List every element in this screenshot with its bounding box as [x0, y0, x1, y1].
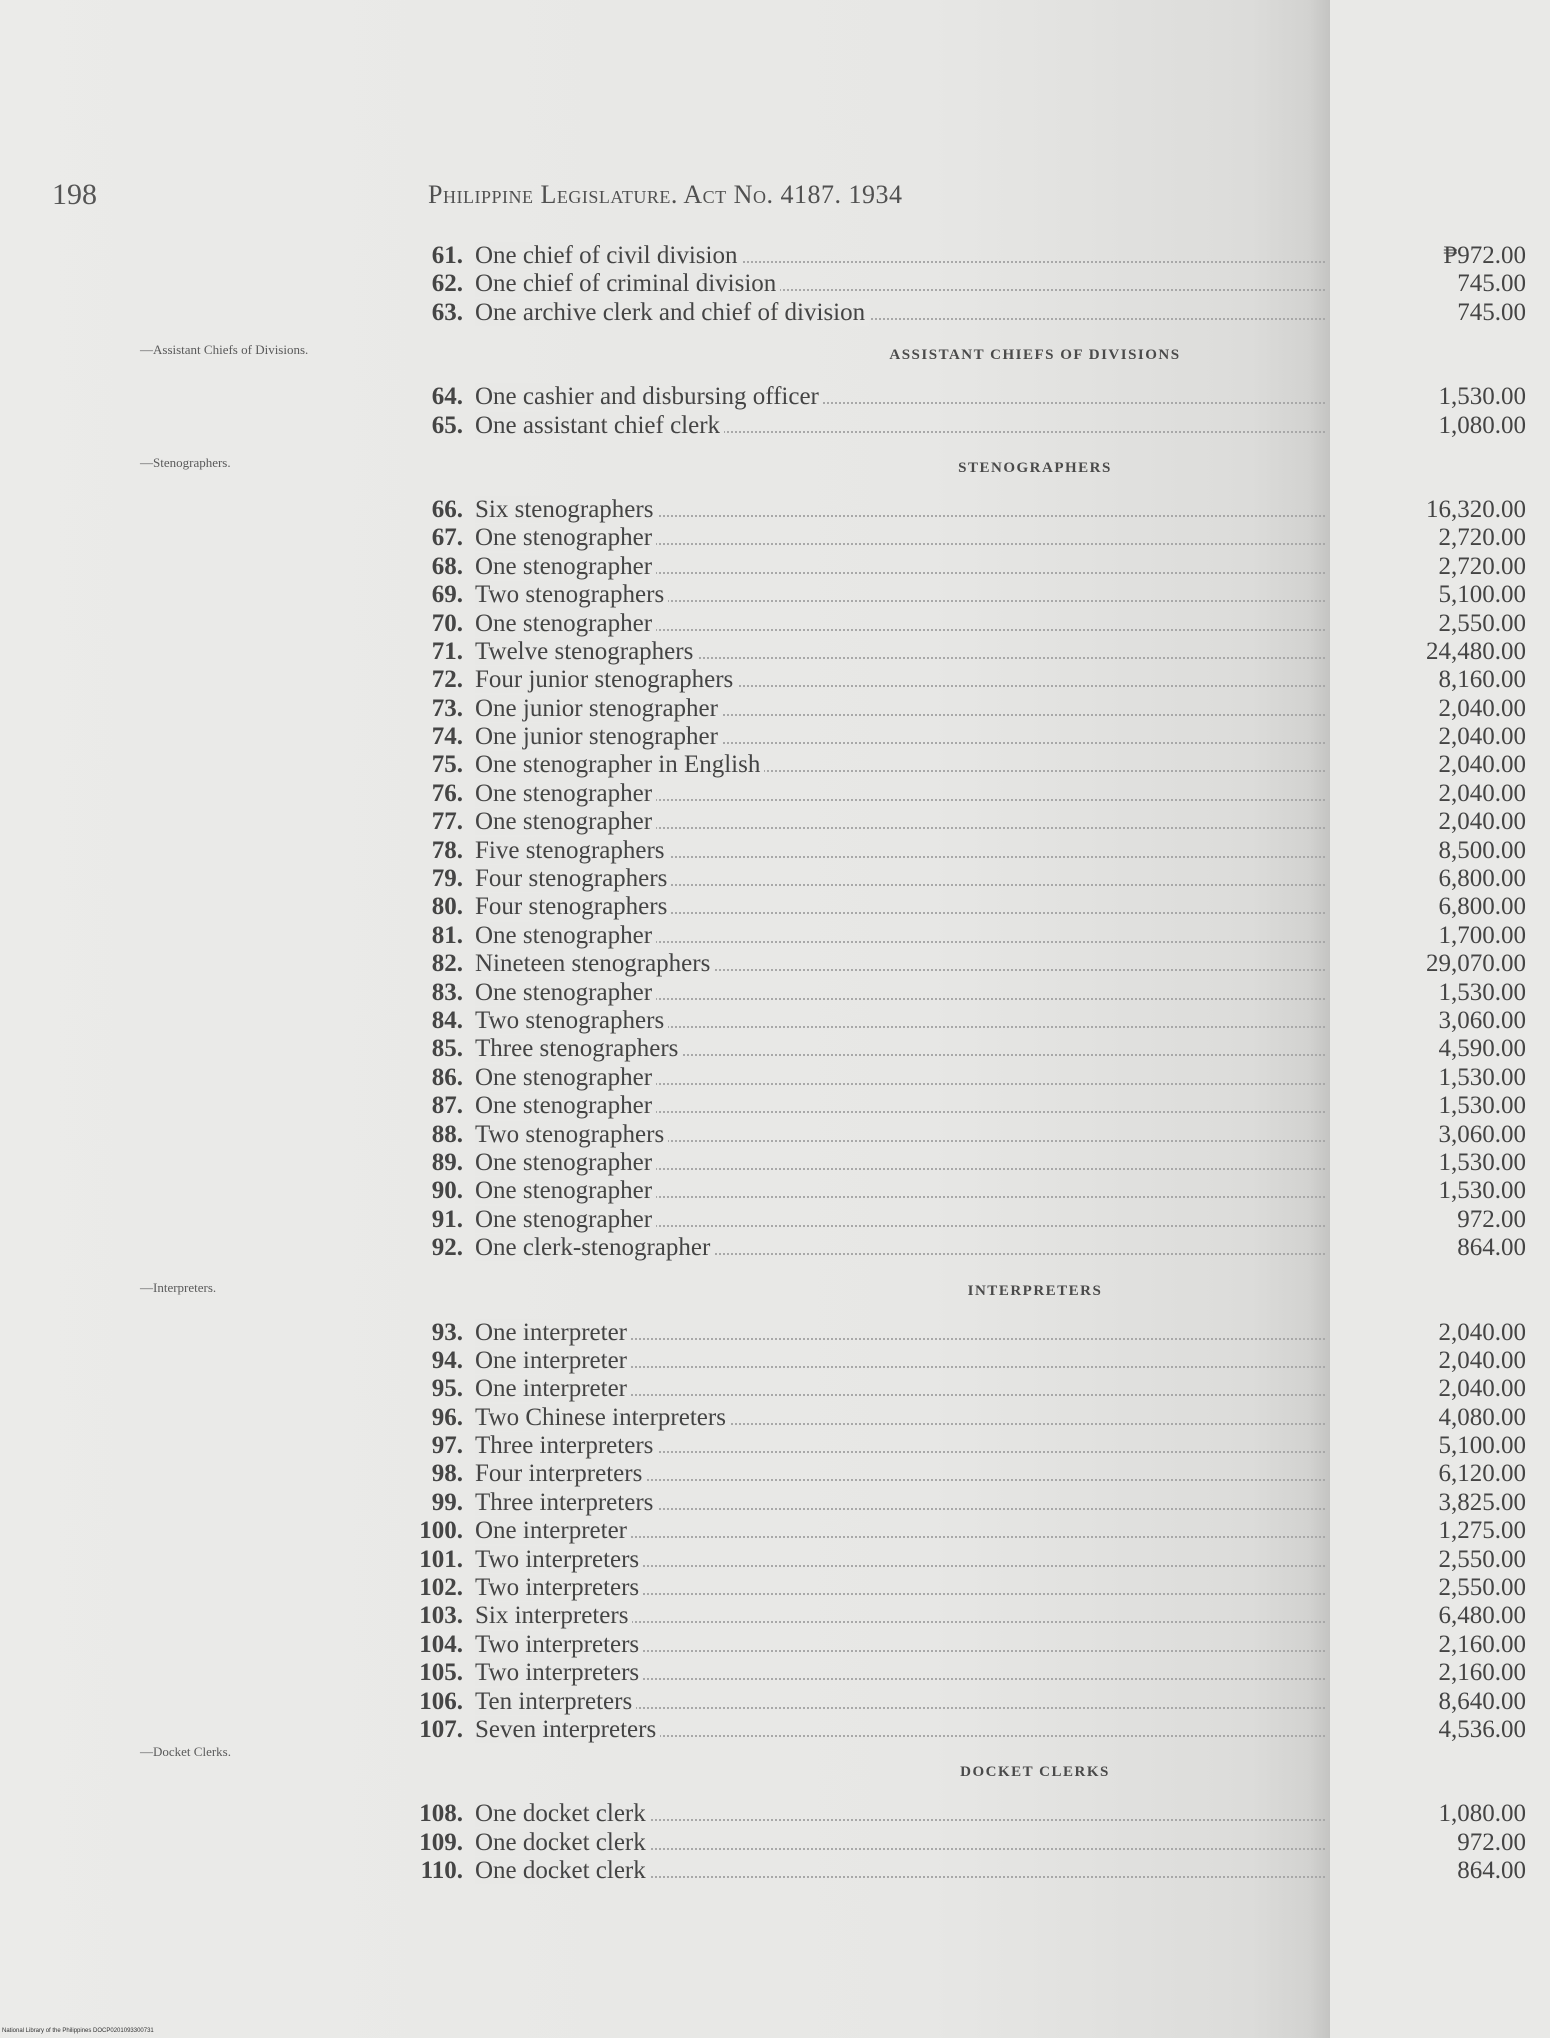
entry-amount: 6,800.00: [1438, 865, 1526, 893]
entry-number: 75.: [431, 751, 463, 779]
entry-amount: 972.00: [1457, 1205, 1526, 1233]
entry-number: 110.: [420, 1857, 463, 1885]
entry-amount: 2,160.00: [1438, 1659, 1526, 1687]
entry-number: 70.: [431, 609, 463, 637]
entry-description-wrap: [475, 299, 1325, 327]
entry-description-wrap: [475, 610, 1325, 638]
entry-description-wrap: [475, 979, 1325, 1007]
entry-description: Two interpreters: [475, 1659, 643, 1686]
entry-number: 95.: [431, 1375, 463, 1403]
entry-number: 97.: [431, 1432, 463, 1460]
entry-number: 65.: [431, 411, 463, 439]
margin-note-interpreters: —Interpreters.: [140, 1280, 217, 1295]
entry-description: Two stenographers: [475, 1007, 668, 1034]
entry-amount: 2,040.00: [1438, 808, 1526, 836]
entry-description-wrap: [475, 1574, 1325, 1602]
entry-description-wrap: [475, 1688, 1325, 1716]
entry-description: One docket clerk: [475, 1857, 650, 1884]
entry-description: One stenographer: [475, 808, 656, 835]
entry-row: [380, 1403, 1526, 1432]
section-heading: STENOGRAPHERS: [958, 459, 1112, 476]
entry-amount: 6,480.00: [1438, 1602, 1526, 1630]
entry-number: 98.: [431, 1460, 463, 1488]
entry-description: Two Chinese interpreters: [475, 1404, 730, 1431]
entry-number: 105.: [419, 1659, 463, 1687]
entry-description: One docket clerk: [475, 1829, 650, 1856]
entry-description: Three stenographers: [475, 1035, 682, 1062]
entry-amount: 1,275.00: [1438, 1517, 1526, 1545]
entry-row: [380, 1318, 1526, 1347]
entry-amount: 2,720.00: [1438, 524, 1526, 552]
entry-row: [380, 1517, 1526, 1545]
entry-amount: 8,500.00: [1438, 836, 1526, 864]
entry-description-wrap: [475, 581, 1325, 609]
entry-description-wrap: [475, 553, 1325, 581]
entry-amount: 29,070.00: [1426, 950, 1526, 978]
group-stenographers: [380, 440, 1526, 1263]
entry-row: [380, 865, 1526, 893]
entry-description: One chief of criminal division: [475, 270, 780, 297]
entry-amount: ₱972.00: [1443, 242, 1526, 269]
entry-number: 101.: [419, 1545, 463, 1573]
entry-amount: 1,530.00: [1438, 1092, 1526, 1120]
entry-description: Two interpreters: [475, 1546, 643, 1573]
section-heading: INTERPRETERS: [967, 1282, 1103, 1299]
entry-row: [380, 751, 1526, 779]
entry-amount: 2,040.00: [1438, 694, 1526, 722]
entry-row: [380, 1234, 1526, 1262]
entry-description-wrap: [475, 1546, 1325, 1574]
group-top: [380, 242, 1526, 327]
entry-number: 83.: [431, 978, 463, 1006]
section-heading: ASSISTANT CHIEFS OF DIVISIONS: [889, 347, 1181, 364]
entry-description: One assistant chief clerk: [475, 412, 724, 439]
margin-note-docket-clerks: —Docket Clerks.: [140, 1744, 231, 1759]
entry-number: 106.: [419, 1687, 463, 1715]
entry-amount: 2,040.00: [1438, 1375, 1526, 1403]
entry-amount: 4,590.00: [1438, 1035, 1526, 1063]
entry-amount: 8,160.00: [1438, 666, 1526, 694]
entry-description-wrap: [475, 695, 1325, 723]
entry-row: [380, 637, 1526, 666]
entry-description-wrap: [475, 1347, 1325, 1375]
entry-description: Two interpreters: [475, 1574, 643, 1601]
entry-number: 81.: [431, 921, 463, 949]
entry-amount: 16,320.00: [1426, 495, 1526, 523]
entry-row: [380, 836, 1526, 865]
entry-description-wrap: [475, 1404, 1325, 1432]
entry-amount: 8,640.00: [1438, 1687, 1526, 1715]
entry-amount: 4,080.00: [1438, 1403, 1526, 1431]
entry-description-wrap: [475, 893, 1325, 921]
entry-description: Three interpreters: [475, 1489, 657, 1516]
entry-amount: 4,536.00: [1438, 1715, 1526, 1743]
entry-description: Seven interpreters: [475, 1716, 660, 1743]
entry-description-wrap: [475, 1432, 1325, 1460]
entry-description-wrap: [475, 1375, 1325, 1403]
entry-amount: 2,160.00: [1438, 1630, 1526, 1658]
entry-amount: 2,720.00: [1438, 552, 1526, 580]
entry-amount: 2,550.00: [1438, 609, 1526, 637]
entry-description: One stenographer: [475, 1149, 656, 1176]
entry-number: 73.: [431, 694, 463, 722]
entry-description-wrap: [475, 1659, 1325, 1687]
entry-description-wrap: [475, 270, 1325, 298]
entry-description-wrap: [475, 1319, 1325, 1347]
entry-row: [380, 1659, 1526, 1687]
appropriation-list: [380, 242, 1526, 1886]
entry-description-wrap: [475, 1602, 1325, 1630]
entry-amount: 1,530.00: [1438, 383, 1526, 411]
entry-description-wrap: [475, 242, 1325, 270]
entry-description-wrap: [475, 1121, 1325, 1149]
entry-description-wrap: [475, 1206, 1325, 1234]
entry-number: 80.: [431, 893, 463, 921]
entry-description-wrap: [475, 496, 1325, 524]
entry-description-wrap: [475, 1234, 1325, 1262]
margin-note-stenographers: —Stenographers.: [140, 455, 231, 470]
entry-description: One stenographer in English: [475, 751, 764, 778]
entry-number: 63.: [431, 298, 463, 326]
entry-amount: 6,800.00: [1438, 893, 1526, 921]
entry-description-wrap: [475, 1517, 1325, 1545]
entry-number: 62.: [431, 270, 463, 298]
entry-amount: 2,040.00: [1438, 723, 1526, 751]
entry-number: 79.: [431, 865, 463, 893]
entry-description-wrap: [475, 1149, 1325, 1177]
entry-amount: 5,100.00: [1438, 1432, 1526, 1460]
entry-description-wrap: [475, 524, 1325, 552]
entry-row: [380, 495, 1526, 524]
entry-row: [380, 950, 1526, 978]
entry-description: One stenographer: [475, 1092, 656, 1119]
entry-description: Twelve stenographers: [475, 638, 697, 665]
entry-row: [380, 1375, 1526, 1403]
entry-row: [380, 383, 1526, 411]
entry-description: Six stenographers: [475, 496, 657, 523]
entry-amount: 2,040.00: [1438, 1318, 1526, 1346]
entry-row: [380, 723, 1526, 751]
entry-amount: 2,040.00: [1438, 751, 1526, 779]
entry-number: 71.: [431, 637, 463, 665]
entry-row: [380, 1120, 1526, 1149]
entry-row: [380, 609, 1526, 638]
entry-description-wrap: [475, 1177, 1325, 1205]
entry-number: 89.: [431, 1148, 463, 1176]
entry-amount: 2,550.00: [1438, 1574, 1526, 1602]
entry-number: 84.: [431, 1006, 463, 1034]
entry-amount: 2,040.00: [1438, 1346, 1526, 1374]
entry-row: [380, 1715, 1526, 1744]
entry-description-wrap: [475, 638, 1325, 666]
entry-row: [380, 1432, 1526, 1460]
section-heading: DOCKET CLERKS: [960, 1764, 1110, 1781]
entry-description: One stenographer: [475, 1206, 656, 1233]
group-docket-clerks: [380, 1744, 1526, 1885]
entry-amount: 864.00: [1457, 1234, 1526, 1262]
entry-amount: 3,825.00: [1438, 1488, 1526, 1516]
entry-description: One cashier and disbursing officer: [475, 383, 823, 410]
entry-row: [380, 1063, 1526, 1092]
entry-number: 102.: [419, 1574, 463, 1602]
entry-row: [380, 242, 1526, 270]
entry-number: 107.: [419, 1715, 463, 1743]
entry-number: 92.: [431, 1234, 463, 1262]
entry-row: [380, 893, 1526, 921]
entry-number: 96.: [431, 1403, 463, 1431]
entry-row: [380, 1488, 1526, 1517]
entry-description-wrap: [475, 1716, 1325, 1744]
entry-description: Two stenographers: [475, 1121, 668, 1148]
entry-description-wrap: [475, 1489, 1325, 1517]
entry-description-wrap: [475, 1064, 1325, 1092]
entry-description: One junior stenographer: [475, 723, 722, 750]
entry-amount: 972.00: [1457, 1828, 1526, 1856]
entry-row: [380, 1630, 1526, 1659]
entry-row: [380, 1346, 1526, 1375]
entry-amount: 5,100.00: [1438, 581, 1526, 609]
entry-number: 93.: [431, 1318, 463, 1346]
entry-row: [380, 694, 1526, 723]
page-header: [0, 178, 1330, 218]
group-assistant-chiefs: [380, 327, 1526, 440]
entry-number: 72.: [431, 666, 463, 694]
entry-number: 104.: [419, 1630, 463, 1658]
entry-description-wrap: [475, 922, 1325, 950]
entry-amount: 3,060.00: [1438, 1120, 1526, 1148]
entry-description-wrap: [475, 780, 1325, 808]
entry-number: 74.: [431, 723, 463, 751]
entry-description: One stenographer: [475, 553, 656, 580]
entry-description: One docket clerk: [475, 1800, 650, 1827]
entry-description: Ten interpreters: [475, 1688, 636, 1715]
entry-description: Four junior stenographers: [475, 666, 737, 693]
entry-description-wrap: [475, 808, 1325, 836]
entry-description: One interpreter: [475, 1517, 631, 1544]
entry-description: One interpreter: [475, 1375, 631, 1402]
page-number: 198: [52, 178, 97, 211]
entry-number: 77.: [431, 808, 463, 836]
entry-description: One interpreter: [475, 1319, 631, 1346]
entry-description: One interpreter: [475, 1347, 631, 1374]
entry-description: One junior stenographer: [475, 695, 722, 722]
entry-amount: 864.00: [1457, 1857, 1526, 1885]
entry-description-wrap: [475, 1460, 1325, 1488]
entry-description: Three interpreters: [475, 1432, 657, 1459]
entry-row: [380, 779, 1526, 808]
entry-description-wrap: [475, 1035, 1325, 1063]
entry-number: 61.: [431, 242, 463, 269]
entry-description-wrap: [475, 1631, 1325, 1659]
entry-number: 99.: [431, 1488, 463, 1516]
entry-description-wrap: [475, 1857, 1325, 1885]
entry-row: [380, 1148, 1526, 1177]
entry-number: 82.: [431, 950, 463, 978]
entry-number: 91.: [431, 1205, 463, 1233]
entry-amount: 745.00: [1457, 298, 1526, 326]
entry-row: [380, 1602, 1526, 1630]
entry-number: 108.: [419, 1800, 463, 1828]
entry-description: One stenographer: [475, 610, 656, 637]
entry-amount: 2,040.00: [1438, 779, 1526, 807]
entry-description: One stenographer: [475, 922, 656, 949]
entry-number: 100.: [419, 1517, 463, 1545]
entry-description-wrap: [475, 1092, 1325, 1120]
entry-amount: 1,080.00: [1438, 1800, 1526, 1828]
entry-description-wrap: [475, 865, 1325, 893]
entry-description-wrap: [475, 1829, 1325, 1857]
entry-description: One clerk-stenographer: [475, 1234, 714, 1261]
entry-description-wrap: [475, 412, 1325, 440]
entry-number: 87.: [431, 1092, 463, 1120]
entry-amount: 1,700.00: [1438, 921, 1526, 949]
entry-row: [380, 1460, 1526, 1488]
entry-number: 90.: [431, 1177, 463, 1205]
entry-number: 66.: [431, 495, 463, 523]
margin-note-assistant-chiefs: —Assistant Chiefs of Divisions.: [140, 342, 309, 357]
entry-description-wrap: [475, 383, 1325, 411]
entry-description-wrap: [475, 723, 1325, 751]
entry-row: [380, 1006, 1526, 1035]
entry-number: 64.: [431, 383, 463, 411]
entry-number: 103.: [419, 1602, 463, 1630]
entry-amount: 24,480.00: [1426, 637, 1526, 665]
entry-row: [380, 270, 1526, 298]
entry-description: One archive clerk and chief of division: [475, 299, 869, 326]
entry-description: One stenographer: [475, 780, 656, 807]
entry-row: [380, 552, 1526, 581]
entry-description-wrap: [475, 666, 1325, 694]
entry-amount: 3,060.00: [1438, 1006, 1526, 1034]
entry-description: One stenographer: [475, 979, 656, 1006]
entry-amount: 1,530.00: [1438, 1063, 1526, 1091]
entry-row: [380, 1035, 1526, 1063]
entry-number: 67.: [431, 524, 463, 552]
entry-row: [380, 1857, 1526, 1885]
entry-description: Five stenographers: [475, 837, 669, 864]
entry-row: [380, 298, 1526, 327]
entry-description: Six interpreters: [475, 1602, 632, 1629]
entry-number: 109.: [419, 1828, 463, 1856]
entry-description: One stenographer: [475, 1177, 656, 1204]
entry-amount: 1,530.00: [1438, 1177, 1526, 1205]
entry-description-wrap: [475, 1007, 1325, 1035]
entry-description: Two interpreters: [475, 1631, 643, 1658]
entry-amount: 2,550.00: [1438, 1545, 1526, 1573]
entry-description: One stenographer: [475, 1064, 656, 1091]
entry-row: [380, 1092, 1526, 1120]
entry-row: [380, 1687, 1526, 1716]
entry-row: [380, 581, 1526, 609]
entry-amount: 1,530.00: [1438, 978, 1526, 1006]
entry-description: One stenographer: [475, 524, 656, 551]
entry-number: 78.: [431, 836, 463, 864]
entry-number: 76.: [431, 779, 463, 807]
entry-description: Two stenographers: [475, 581, 668, 608]
running-head: Philippine Legislature. Act No. 4187. 1934: [428, 180, 903, 209]
entry-description: Four stenographers: [475, 893, 671, 920]
entry-row: [380, 1574, 1526, 1602]
entry-row: [380, 524, 1526, 552]
entry-row: [380, 921, 1526, 950]
entry-row: [380, 1545, 1526, 1574]
entry-description-wrap: [475, 950, 1325, 978]
entry-row: [380, 1205, 1526, 1234]
entry-row: [380, 978, 1526, 1007]
entry-row: [380, 666, 1526, 694]
entry-number: 85.: [431, 1035, 463, 1063]
entry-row: [380, 1828, 1526, 1857]
footer-credit: National Library of the Philippines DOCP0201093300731: [2, 2028, 154, 2034]
entry-amount: 1,530.00: [1438, 1148, 1526, 1176]
entry-row: [380, 411, 1526, 440]
entry-number: 69.: [431, 581, 463, 609]
entry-description: One chief of civil division: [475, 242, 741, 269]
entry-amount: 745.00: [1457, 270, 1526, 298]
entry-number: 94.: [431, 1346, 463, 1374]
entry-description: Nineteen stenographers: [475, 950, 714, 977]
group-interpreters: [380, 1263, 1526, 1745]
entry-number: 68.: [431, 552, 463, 580]
entry-description-wrap: [475, 837, 1325, 865]
entry-amount: 6,120.00: [1438, 1460, 1526, 1488]
entry-description-wrap: [475, 751, 1325, 779]
entry-row: [380, 1800, 1526, 1828]
entry-description: Four stenographers: [475, 865, 671, 892]
entry-amount: 1,080.00: [1438, 411, 1526, 439]
entry-number: 88.: [431, 1120, 463, 1148]
entry-description: Four interpreters: [475, 1460, 646, 1487]
entry-number: 86.: [431, 1063, 463, 1091]
entry-description-wrap: [475, 1800, 1325, 1828]
entry-row: [380, 1177, 1526, 1205]
entry-row: [380, 808, 1526, 836]
